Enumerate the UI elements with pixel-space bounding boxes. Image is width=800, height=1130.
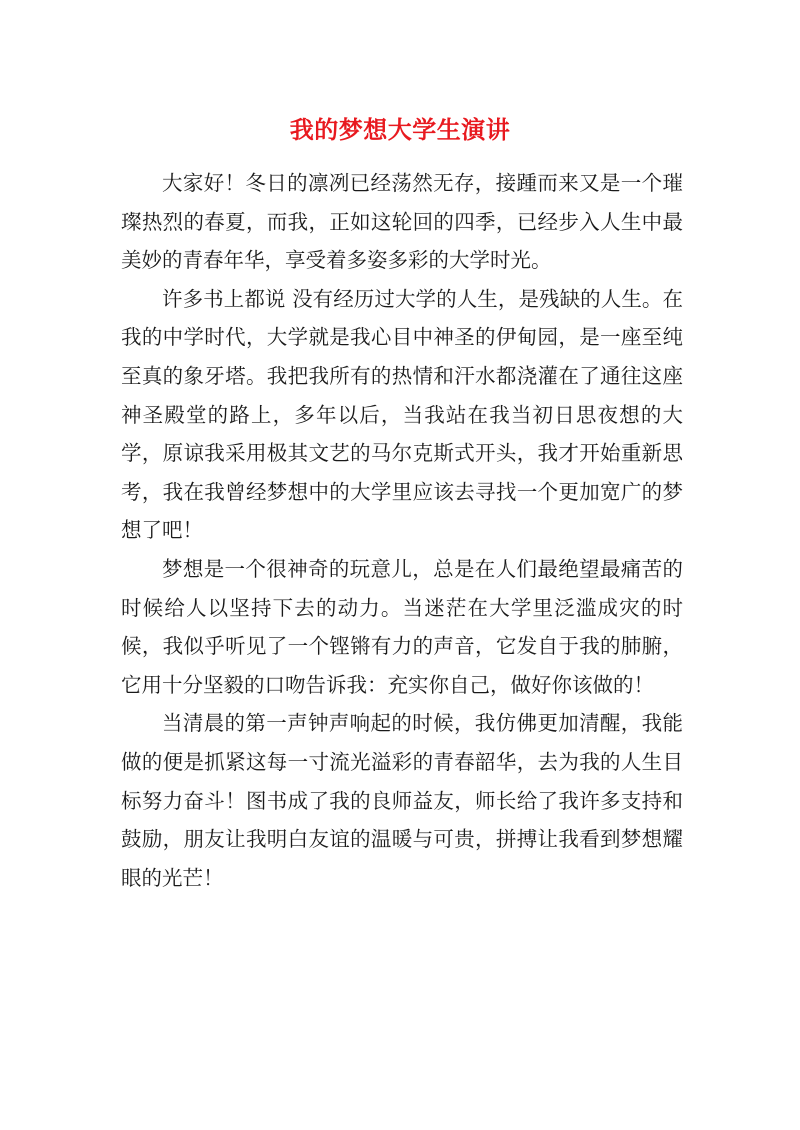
paragraph-2: 许多书上都说 没有经历过大学的人生，是残缺的人生。在我的中学时代，大学就是我心目中神圣的伊甸园，是一座至纯至真的象牙塔。我把我所有的热情和汗水都浇灌在了通往这座神圣殿堂的路上，多年以后，当我站在我当初日思夜想的大学，原谅我采用极其文艺的马尔克斯式开头，我才开始重新思考，我在我曾经梦想中的大学里应该去寻找一个更加宽广的梦想了吧！: [121, 286, 683, 543]
document-title: 我的梦想大学生演讲: [289, 116, 511, 144]
paragraph-3: 梦想是一个很神奇的玩意儿，总是在人们最绝望最痛苦的时候给人以坚持下去的动力。当迷茫在大学里泛滥成灾的时候，我似乎听见了一个铿锵有力的声音，它发自于我的肺腑，它用十分坚毅的口吻告诉我：充实你自己，做好你该做的！: [121, 556, 683, 697]
document-body: [121, 164, 683, 897]
paragraph-4: 当清晨的第一声钟声响起的时候，我仿佛更加清醒，我能做的便是抓紧这每一寸流光溢彩的青春韶华，去为我的人生目标努力奋斗！图书成了我的良师益友，师长给了我许多支持和鼓励，朋友让我明白友谊的温暖与可贵，拼搏让我看到梦想耀眼的光芒！: [121, 711, 683, 890]
paragraph-1: 大家好！冬日的凛冽已经荡然无存，接踵而来又是一个璀璨热烈的春夏，而我，正如这轮回的四季，已经步入人生中最美妙的青春年华，享受着多姿多彩的大学时光。: [121, 171, 683, 273]
